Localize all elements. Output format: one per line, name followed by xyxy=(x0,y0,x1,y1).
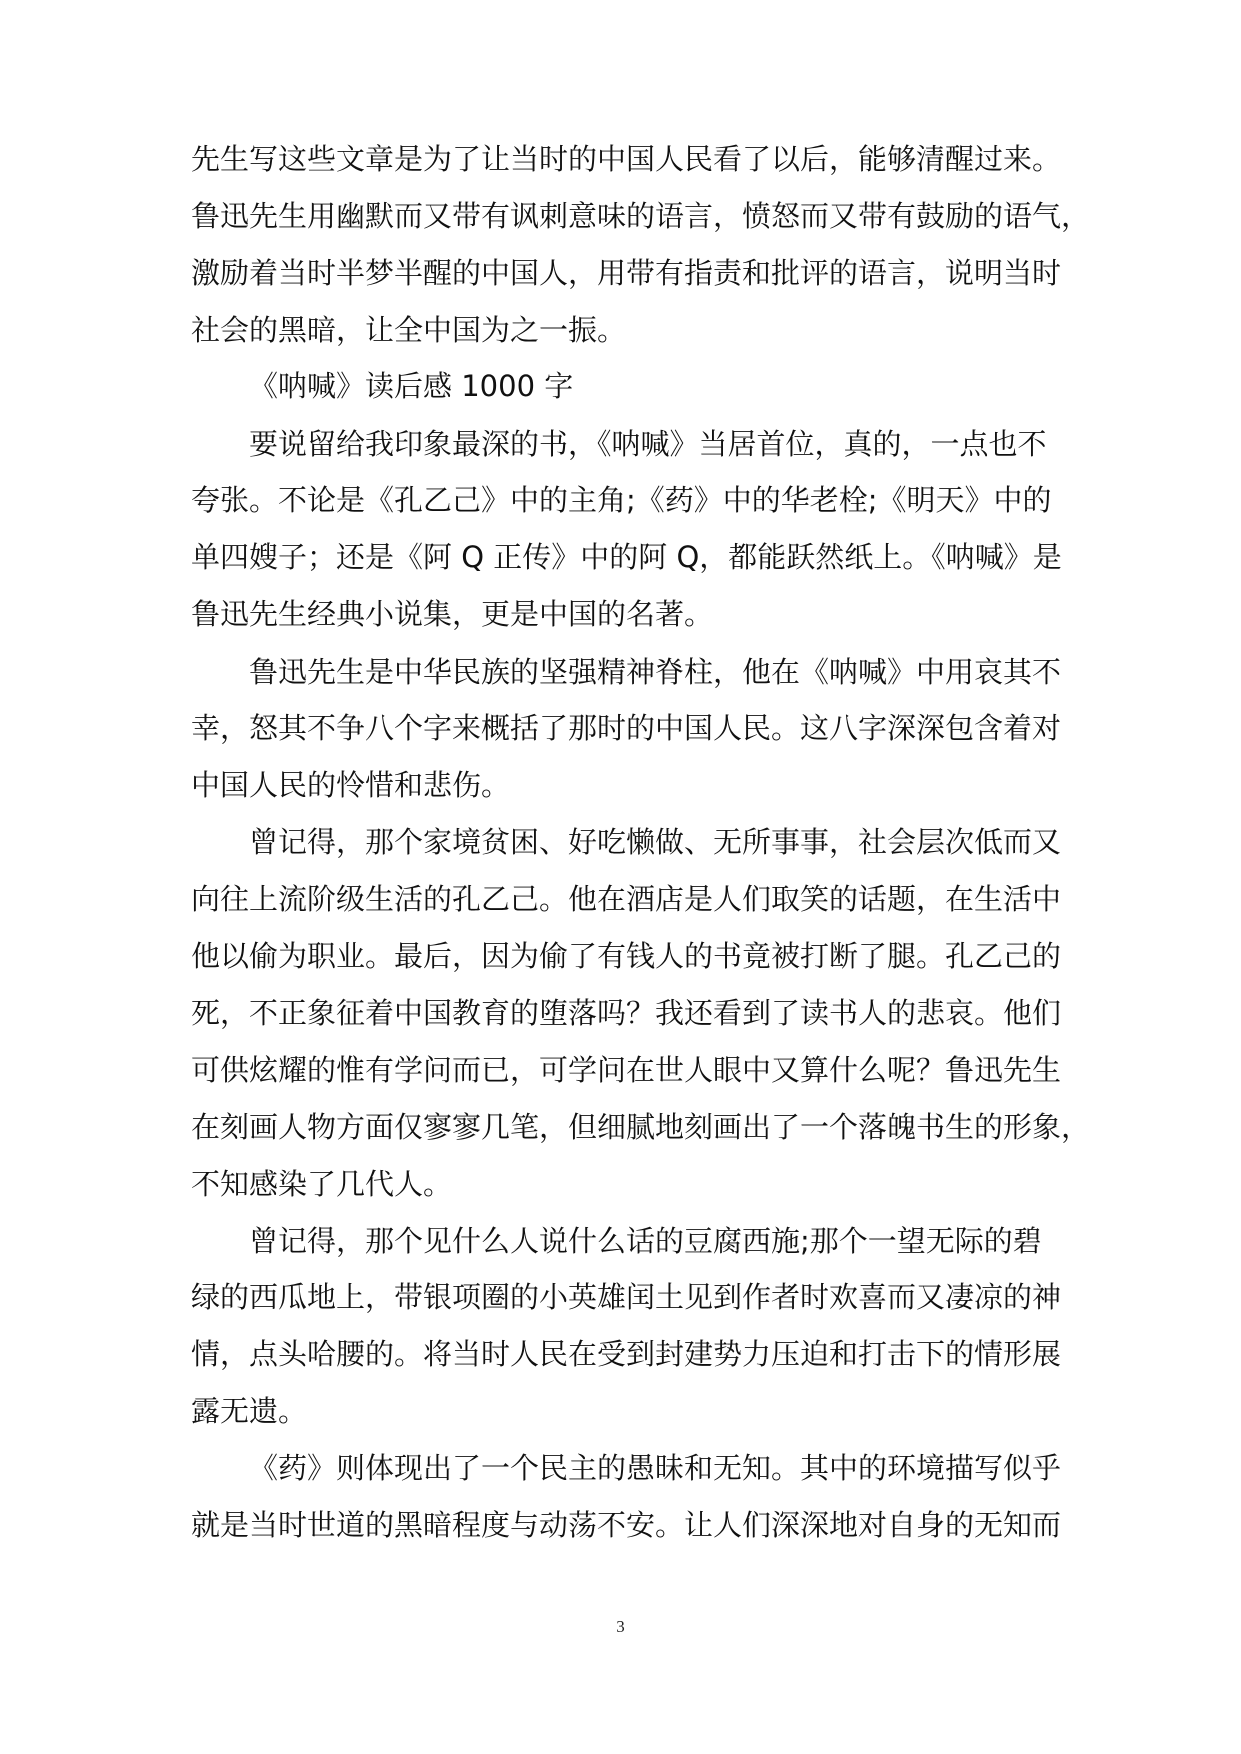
text-line: 他以偷为职业。最后，因为偷了有钱人的书竟被打断了腿。孔乙己的 xyxy=(191,939,1062,973)
text-line: 幸，怒其不争八个字来概括了那时的中国人民。这八字深深包含着对 xyxy=(191,711,1062,745)
text-line: 曾记得，那个家境贫困、好吃懒做、无所事事，社会层次低而又 xyxy=(249,825,1062,859)
text-line: 不知感染了几代人。 xyxy=(191,1167,453,1201)
text-line: 鲁迅先生是中华民族的坚强精神脊柱，他在《呐喊》中用哀其不 xyxy=(249,655,1062,689)
text-line: 曾记得，那个见什么人说什么话的豆腐西施;那个一望无际的碧 xyxy=(249,1224,1042,1258)
text-line: 要说留给我印象最深的书，《呐喊》当居首位，真的，一点也不 xyxy=(249,427,1047,461)
text-line: 绿的西瓜地上，带银项圈的小英雄闰土见到作者时欢喜而又凄凉的神 xyxy=(191,1280,1062,1314)
text-line: 在刻画人物方面仅寥寥几笔，但细腻地刻画出了一个落魄书生的形象， xyxy=(191,1110,1091,1144)
text-line: 死，不正象征着中国教育的堕落吗？我还看到了读书人的悲哀。他们 xyxy=(191,996,1062,1030)
text-line: 夸张。不论是《孔乙己》中的主角;《药》中的华老栓;《明天》中的 xyxy=(191,483,1052,517)
text-line: 《药》则体现出了一个民主的愚昧和无知。其中的环境描写似乎 xyxy=(249,1451,1062,1485)
text-line: 鲁迅先生用幽默而又带有讽刺意味的语言，愤怒而又带有鼓励的语气， xyxy=(191,199,1091,233)
text-line: 单四嫂子；还是《阿 Q 正传》中的阿 Q，都能跃然纸上。《呐喊》是 xyxy=(191,540,1062,574)
text-line: 可供炫耀的惟有学问而已，可学问在世人眼中又算什么呢？鲁迅先生 xyxy=(191,1053,1062,1087)
text-line: 社会的黑暗，让全中国为之一振。 xyxy=(191,313,627,347)
text-line: 就是当时世道的黑暗程度与动荡不安。让人们深深地对自身的无知而 xyxy=(191,1508,1062,1542)
section-heading: 《呐喊》读后感 1000 字 xyxy=(249,369,574,403)
text-line: 露无遗。 xyxy=(191,1394,308,1428)
text-line: 中国人民的怜惜和悲伤。 xyxy=(191,768,511,802)
page-number: 3 xyxy=(616,1617,625,1636)
text-line: 先生写这些文章是为了让当时的中国人民看了以后，能够清醒过来。 xyxy=(191,142,1062,176)
text-line: 情，点头哈腰的。将当时人民在受到封建势力压迫和打击下的情形展 xyxy=(191,1337,1062,1371)
text-line: 鲁迅先生经典小说集，更是中国的名著。 xyxy=(191,597,714,631)
text-line: 向往上流阶级生活的孔乙己。他在酒店是人们取笑的话题，在生活中 xyxy=(191,882,1062,916)
text-line: 激励着当时半梦半醒的中国人，用带有指责和批评的语言，说明当时 xyxy=(191,256,1062,290)
